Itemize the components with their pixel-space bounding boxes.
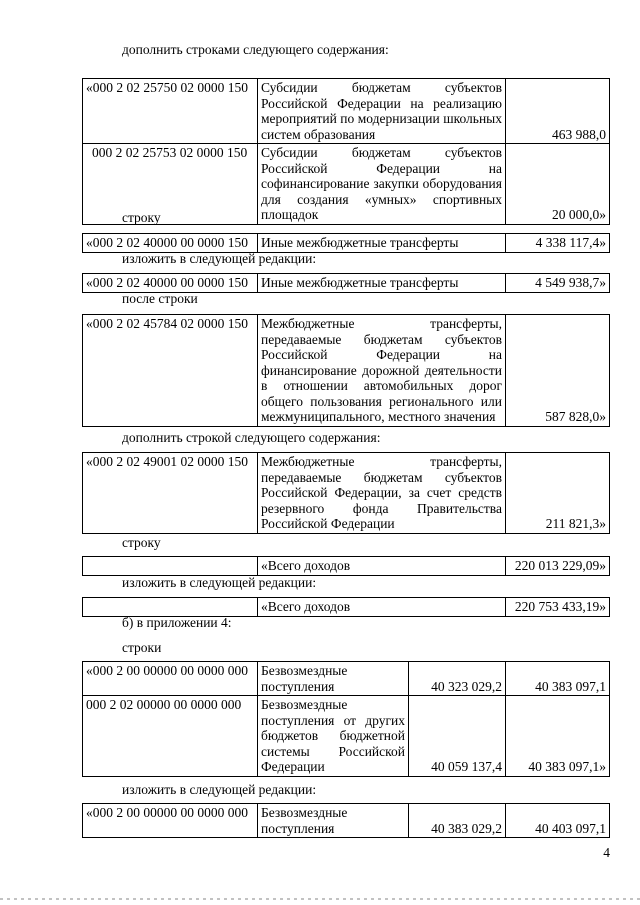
row-sum: 220 013 229,09»: [506, 557, 610, 576]
table-transfers-new: [82, 273, 610, 293]
prilozhenie-text: б) в приложении 4:: [122, 615, 232, 630]
stroku-text: строку: [122, 210, 161, 225]
table-row: [83, 144, 610, 225]
izlozhit-text: изложить в следующей редакции:: [122, 251, 317, 266]
table-road-transfers: [82, 314, 610, 427]
row-name: Субсидии бюджетам субъектов Российской Федерации на софинансирование закупки оборудования для создания «умных» спортивных площадок: [258, 144, 506, 225]
row-code: «000 2 02 45784 02 0000 150: [83, 315, 258, 427]
dopolnit-text: дополнить строкой следующего содержания:: [122, 430, 381, 445]
row-name: Межбюджетные трансферты, передаваемые бюджетам субъектов Российской Федерации, за счет средств резервного фонда Правительства Российской Федерации: [258, 453, 506, 534]
row-sum: 20 000,0»: [506, 144, 610, 225]
table-row: [83, 557, 610, 576]
row-name: Иные межбюджетные трансферты: [258, 274, 506, 293]
row-name: Безвозмездные поступления: [258, 804, 409, 838]
stroki-text: строки: [122, 640, 162, 655]
row-code: «000 2 02 40000 00 0000 150: [83, 234, 258, 253]
page-number: 4: [603, 845, 610, 860]
row-sum: 211 821,3»: [506, 453, 610, 534]
table-row: [83, 598, 610, 617]
table-row: [83, 453, 610, 534]
row-name: Иные межбюджетные трансферты: [258, 234, 506, 253]
row-name: «Всего доходов: [258, 557, 506, 576]
row-code: «000 2 00 00000 00 0000 000: [83, 804, 258, 838]
table-row: [83, 804, 610, 838]
table-row: [83, 274, 610, 293]
row-code: 000 2 02 25753 02 0000 150: [83, 144, 258, 225]
scan-edge-line: [0, 898, 640, 900]
table-transfers-old: [82, 233, 610, 253]
row-value-1: 40 323 029,2: [409, 662, 506, 696]
row-value-2: 40 383 097,1: [506, 662, 610, 696]
row-sum: 220 753 433,19»: [506, 598, 610, 617]
posle-text: после строки: [122, 291, 198, 306]
table-row: [83, 662, 610, 696]
row-name: Безвозмездные поступления от других бюджетов бюджетной системы Российской Федерации: [258, 696, 409, 777]
row-sum: 463 988,0: [506, 79, 610, 144]
intro-text: дополнить строками следующего содержания:: [122, 42, 389, 57]
row-code: [83, 598, 258, 617]
row-name: Субсидии бюджетам субъектов Российской Федерации на реализацию мероприятий по модернизации школьных систем образования: [258, 79, 506, 144]
table-appendix4-new: [82, 803, 610, 838]
row-value-2: 40 383 097,1»: [506, 696, 610, 777]
row-code: «000 2 02 49001 02 0000 150: [83, 453, 258, 534]
izlozhit-text-3: изложить в следующей редакции:: [122, 782, 317, 797]
table-reserve-fund: [82, 452, 610, 534]
row-name: «Всего доходов: [258, 598, 506, 617]
table-row: [83, 79, 610, 144]
row-code: «000 2 02 25750 02 0000 150: [83, 79, 258, 144]
row-code: 000 2 02 00000 00 0000 000: [83, 696, 258, 777]
row-sum: 4 549 938,7»: [506, 274, 610, 293]
table-subsidies: [82, 78, 610, 225]
row-code: [83, 557, 258, 576]
izlozhit-text-2: изложить в следующей редакции:: [122, 575, 317, 590]
row-sum: 4 338 117,4»: [506, 234, 610, 253]
stroku-text-2: строку: [122, 535, 161, 550]
row-name: Межбюджетные трансферты, передаваемые бюджетам субъектов Российской Федерации на финансирование дорожной деятельности в отношении автомобильных дорог общего пользования регионального или межмуниципального, местного значения: [258, 315, 506, 427]
table-row: [83, 315, 610, 427]
table-total-old: [82, 556, 610, 576]
row-sum: 587 828,0»: [506, 315, 610, 427]
row-value-1: 40 383 029,2: [409, 804, 506, 838]
table-row: [83, 696, 610, 777]
row-code: «000 2 02 40000 00 0000 150: [83, 274, 258, 293]
row-code: «000 2 00 00000 00 0000 000: [83, 662, 258, 696]
row-name: Безвозмездные поступления: [258, 662, 409, 696]
table-row: [83, 234, 610, 253]
table-appendix4-old: [82, 661, 610, 777]
row-value-1: 40 059 137,4: [409, 696, 506, 777]
row-value-2: 40 403 097,1: [506, 804, 610, 838]
table-total-new: [82, 597, 610, 617]
